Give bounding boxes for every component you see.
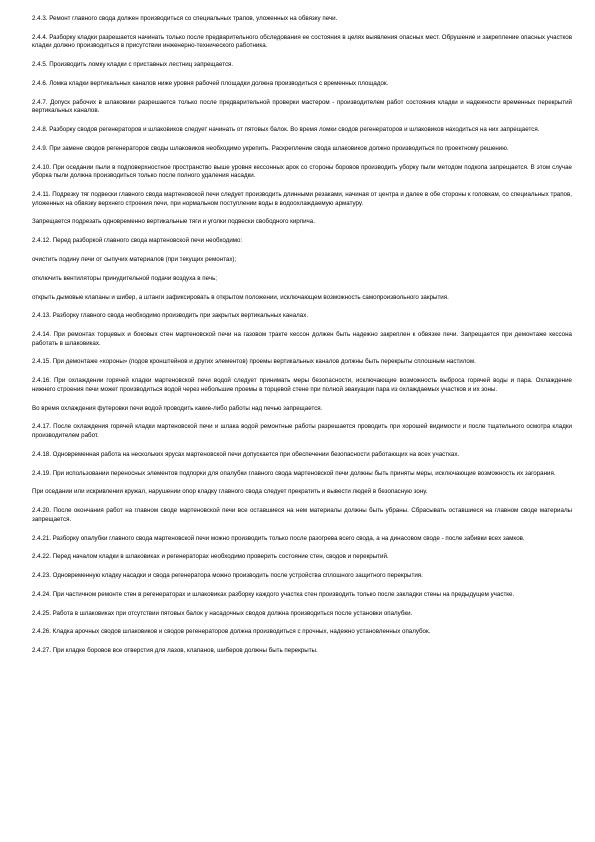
paragraph: 2.4.14. При ремонтах торцевых и боковых стен мартеновской печи на газовом тракте кессон должен быть надежно закреплен к обвязке печи. Запрещается при демонтаже кессона работать в шлаковиках. — [32, 331, 572, 347]
paragraph: отключить вентиляторы принудительной подачи воздуха в печь; — [32, 274, 218, 282]
paragraph: 2.4.25. Работа в шлаковиках при отсутствии пятовых балок у насадочных сводов должна производиться после установки опалубки. — [32, 609, 413, 617]
paragraph: 2.4.18. Одновременная работа на нескольких ярусах мартеновской печи допускается при обеспечении безопасности работающих на всех участках. — [32, 450, 460, 458]
paragraph: 2.4.20. После окончания работ на главном своде мартеновской печи все оставшиеся на нем материалы должны быть убраны. Сбрасывать оставшиеся на главном своде материалы запрещается. — [32, 507, 572, 523]
paragraph: Запрещается подрезать одновременно вертикальные тяги и уголки подвески свободного кирпича. — [32, 218, 315, 226]
paragraph: 2.4.11. Подрезку тяг подвески главного свода мартеновской печи следует производить длинными резаками, начиная от центра и далее в обе стороны к головкам, со специальных трапов, уложенных на обвязку верхнего строения печи, при нормальном поступлении воды в водоохлаждаемую арматуру. — [32, 191, 572, 207]
paragraph: 2.4.27. При кладке боровов все отверстия для лазов, клапанов, шиберов должны быть перекрыты. — [32, 647, 318, 655]
document-body — [32, 15, 572, 666]
paragraph: 2.4.3. Ремонт главного свода должен производиться со специальных трапов, уложенных на обвязку печи. — [32, 15, 338, 22]
paragraph: 2.4.23. Одновременную кладку насадки и свода регенератора можно производить после устройства сплошного защитного перекрытия. — [32, 572, 423, 580]
paragraph: 2.4.5. Производить ломку кладки с приставных лестниц запрещается. — [32, 61, 234, 69]
paragraph: открыть дымовые клапаны и шибер, а штанги зафиксировать в открытом положении, исключающем возможность самопроизвольного закрытия. — [32, 293, 449, 301]
paragraph: 2.4.12. Перед разборкой главного свода мартеновской печи необходимо: — [32, 237, 243, 245]
paragraph: 2.4.17. После охлаждения горячей кладки мартеновской печи и шлака водой ремонтные работы разрешается проводить при хорошей видимости и после тщательного осмотра кладки производителем работ. — [32, 423, 572, 439]
paragraph: 2.4.22. Перед началом кладки в шлаковиках и регенераторах необходимо проверить состояние стен, сводов и перекрытий. — [32, 553, 389, 561]
paragraph: 2.4.15. При демонтаже «короны» (подов кронштейнов и других элементов) проемы вертикальных каналов должны быть перекрыты сплошным настилом. — [32, 358, 476, 366]
paragraph: Во время охлаждения футеровки печи водой проводить какие-либо работы над печью запрещается. — [32, 404, 323, 412]
paragraph: 2.4.9. При замене сводов регенераторов своды шлаковиков необходимо укрепить. Раскрепление свода шлаковиков должно производиться по проектному решению. — [32, 144, 509, 152]
paragraph: 2.4.4. Разборку кладки разрешается начинать только после предварительного обследования ее состояния в целях выявления опасных мест. Обрушение и закрепление опасных участков кладки должно производиться в присутствии инженерно-технического работника. — [32, 33, 572, 50]
paragraph: 2.4.8. Разборку сводов регенераторов и шлаковиков следует начинать от пятовых балок. Во время ломки сводов регенераторов и шлаковиков находиться на них запрещается. — [32, 126, 540, 134]
paragraph: 2.4.16. При охлаждении горячей кладки мартеновской печи водой следует принимать меры безопасности, исключающие возможность выброса горячей воды и пара. Охлаждение нижнего строения печи может производиться водой через небольшие проемы в торцевой стене при полной эвакуации пара из охлаждаемых участков и их зоны. — [32, 377, 572, 393]
paragraph: 2.4.6. Ломка кладки вертикальных каналов ниже уровня рабочей площадки должна производиться с временных площадок. — [32, 79, 389, 87]
paragraph: 2.4.26. Кладка арочных сводов шлаковиков и сводов регенераторов должна производиться с прочных, надежно установленных опалубок. — [32, 628, 431, 636]
paragraph: 2.4.13. Разборку главного свода необходимо производить при закрытых вертикальных каналах. — [32, 312, 309, 320]
paragraph: При оседании или искривлении кружал, нарушении опор кладку главного свода следует прекратить и вывести людей в безопасную зону. — [32, 488, 428, 496]
paragraph: 2.4.24. При частичном ремонте стен в регенераторах и шлаковиках разборку каждого участка стен производить только после закладки стены на предыдущем участке. — [32, 590, 515, 598]
paragraph: 2.4.7. Допуск рабочих в шлаковики разрешается только после предварительной проверки мастером - производителем работ состояния кладки и надежности временных перекрытий вертикальных каналов. — [32, 98, 572, 115]
paragraph: 2.4.21. Разборку опалубки главного свода мартеновской печи можно производить только после разогрева всего свода, а на динасовом своде - после забивки всех замков. — [32, 534, 525, 542]
paragraph: очистить подину печи от сыпучих материалов (при текущих ремонтах); — [32, 255, 237, 263]
paragraph: 2.4.10. При оседании пыли в подповерхностное пространство выше уровня кессонных арок со стороны боровов производить уборку пыли методом подкопа запрещается. В этом случае уборка пыли должна производиться только после полного удаления насадки. — [32, 163, 572, 180]
paragraph: 2.4.19. При использовании переносных элементов подпорки для опалубки главного свода мартеновской печи должны быть приняты меры, исключающие возможность их загорания. — [32, 469, 556, 477]
